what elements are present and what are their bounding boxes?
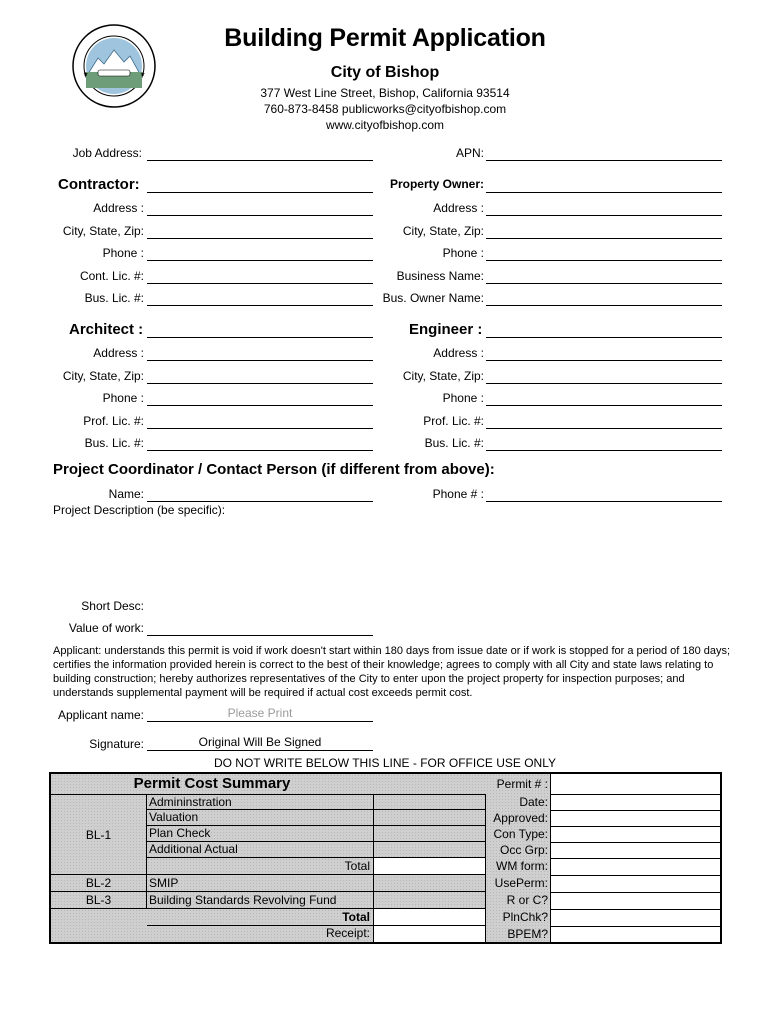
date-field[interactable] (550, 794, 720, 810)
city-website[interactable]: www.cityofbishop.com (325, 118, 445, 132)
job-address-label: Job Address: (72, 146, 142, 160)
item-plan-check: Plan Check (147, 826, 373, 842)
occ-grp-field[interactable] (550, 842, 720, 858)
disclaimer-line: Applicant: understands this permit is void if work doesn't start within 180 days from issue date or if work is stopped for a period of 180 days; (53, 645, 731, 657)
contractor-lic-label: Cont. Lic. #: (79, 269, 144, 283)
value-of-work-field[interactable] (147, 635, 373, 636)
page-title: Building Permit Application (224, 24, 546, 52)
coordinator-heading: Project Coordinator / Contact Person (if different from above): (53, 461, 495, 478)
contractor-phone-field[interactable] (147, 260, 373, 261)
engineer-phone-label: Phone : (442, 391, 484, 405)
contractor-address-field[interactable] (147, 215, 373, 216)
cost-summary-title: Permit Cost Summary (133, 775, 291, 792)
architect-city-field[interactable] (147, 383, 373, 384)
coordinator-name-field[interactable] (147, 501, 373, 502)
architect-heading: Architect : (69, 321, 144, 338)
use-perm-field[interactable] (550, 875, 720, 892)
use-perm-label: UsePerm: (494, 876, 548, 890)
item-administration: Admininstration (147, 794, 373, 810)
bus-owner-name-label: Bus. Owner Name: (382, 291, 484, 305)
business-name-field[interactable] (486, 283, 722, 284)
amount-total[interactable] (373, 909, 486, 926)
value-of-work-label: Value of work: (68, 621, 144, 635)
owner-phone-field[interactable] (486, 260, 722, 261)
architect-city-label: City, State, Zip: (62, 369, 144, 383)
contractor-bus-lic-label: Bus. Lic. #: (84, 291, 144, 305)
applicant-name-label: Applicant name: (57, 708, 144, 722)
amount-additional-actual[interactable] (373, 842, 486, 858)
office-use-banner: DO NOT WRITE BELOW THIS LINE - FOR OFFICE USE ONLY (213, 756, 557, 770)
project-description-field[interactable] (53, 520, 722, 596)
coordinator-phone-field[interactable] (486, 501, 722, 502)
item-smip: SMIP (147, 875, 373, 892)
engineer-city-field[interactable] (486, 383, 722, 384)
total-label: Total (147, 909, 373, 926)
engineer-heading: Engineer : (409, 321, 483, 338)
bl2-code: BL-2 (51, 875, 147, 892)
disclaimer-line: building construction; hereby authorizes representatives of the City to enter upon the project property for inspection purposes; and (53, 673, 685, 685)
architect-phone-field[interactable] (147, 405, 373, 406)
engineer-address-label: Address : (433, 346, 484, 360)
applicant-disclaimer (53, 644, 733, 700)
contractor-bus-lic-field[interactable] (147, 305, 373, 306)
engineer-phone-field[interactable] (486, 405, 722, 406)
architect-address-field[interactable] (147, 360, 373, 361)
short-desc-label: Short Desc: (81, 599, 144, 613)
architect-field[interactable] (147, 337, 373, 338)
amount-subtotal[interactable] (373, 858, 486, 875)
wm-form-label: WM form: (496, 859, 548, 873)
wm-form-field[interactable] (550, 858, 720, 875)
owner-heading: Property Owner: (389, 177, 484, 191)
apn-field[interactable] (486, 160, 722, 161)
project-description-label: Project Description (be specific): (53, 503, 226, 517)
item-bsrf: Building Standards Revolving Fund (147, 892, 373, 909)
owner-city-field[interactable] (486, 238, 722, 239)
bl3-code: BL-3 (51, 892, 147, 909)
con-type-label: Con Type: (493, 827, 548, 841)
engineer-city-label: City, State, Zip: (402, 369, 484, 383)
bus-owner-name-field[interactable] (486, 305, 722, 306)
pln-chk-field[interactable] (550, 909, 720, 926)
city-address: 377 West Line Street, Bishop, California 93514 (260, 86, 510, 100)
job-address-field[interactable] (147, 160, 373, 161)
item-valuation: Valuation (147, 810, 373, 826)
permit-number-field[interactable] (550, 774, 720, 794)
occ-grp-label: Occ Grp: (499, 843, 548, 857)
architect-bus-lic-label: Bus. Lic. #: (84, 436, 144, 450)
permit-number-label: Permit # : (496, 777, 548, 791)
signature-field[interactable]: Original Will Be Signed (147, 735, 373, 751)
business-name-label: Business Name: (396, 269, 484, 283)
approved-label: Approved: (493, 811, 548, 825)
engineer-prof-lic-field[interactable] (486, 428, 722, 429)
engineer-bus-lic-label: Bus. Lic. #: (424, 436, 484, 450)
architect-bus-lic-field[interactable] (147, 450, 373, 451)
contractor-heading: Contractor: (58, 176, 140, 193)
architect-prof-lic-label: Prof. Lic. #: (83, 414, 144, 428)
r-or-c-label: R or C? (506, 893, 548, 907)
coordinator-phone-label: Phone # : (432, 487, 484, 501)
amount-receipt[interactable] (373, 926, 486, 942)
owner-city-label: City, State, Zip: (402, 224, 484, 238)
apn-label: APN: (455, 146, 484, 160)
con-type-field[interactable] (550, 826, 720, 842)
r-or-c-field[interactable] (550, 892, 720, 909)
bpem-field[interactable] (550, 926, 720, 942)
bl1-code (51, 794, 147, 875)
contractor-city-label: City, State, Zip: (62, 224, 144, 238)
contractor-field[interactable] (147, 192, 373, 193)
signature-label: Signature: (89, 737, 144, 751)
contractor-address-label: Address : (93, 201, 144, 215)
amount-smip[interactable] (373, 875, 486, 892)
contractor-city-field[interactable] (147, 238, 373, 239)
bl1-code-text: BL-1 (85, 827, 112, 842)
city-contact: 760-873-8458 publicworks@cityofbishop.com (263, 102, 507, 116)
engineer-bus-lic-field[interactable] (486, 450, 722, 451)
contractor-lic-field[interactable] (147, 283, 373, 284)
owner-phone-label: Phone : (442, 246, 484, 260)
amount-valuation[interactable] (373, 810, 486, 826)
disclaimer-line: understands supplemental payment will be required if actual cost exceeds permit cost. (53, 687, 473, 699)
pln-chk-label: PlnChk? (502, 910, 548, 924)
short-desc-field[interactable] (147, 598, 722, 614)
architect-address-label: Address : (93, 346, 144, 360)
owner-address-label: Address : (433, 201, 484, 215)
architect-phone-label: Phone : (102, 391, 144, 405)
owner-field[interactable] (486, 192, 722, 193)
disclaimer-line: certifies the information provided herein is correct to the best of their knowledge; agrees to comply with all City and state laws relating to (53, 659, 714, 671)
contractor-phone-label: Phone : (102, 246, 144, 260)
receipt-label: Receipt: (325, 926, 370, 940)
engineer-field[interactable] (486, 337, 722, 338)
amount-administration[interactable] (373, 794, 486, 810)
svg-text:★: ★ (140, 71, 146, 78)
coordinator-name-label: Name: (108, 487, 144, 501)
svg-text:★: ★ (83, 71, 89, 78)
amount-plan-check[interactable] (373, 826, 486, 842)
architect-prof-lic-field[interactable] (147, 428, 373, 429)
subtotal-label: Total (147, 858, 373, 875)
applicant-name-field[interactable]: Please Print (147, 706, 373, 722)
amount-bsrf[interactable] (373, 892, 486, 909)
engineer-prof-lic-label: Prof. Lic. #: (423, 414, 484, 428)
approved-field[interactable] (550, 810, 720, 826)
bpem-label: BPEM? (507, 927, 548, 941)
city-name: City of Bishop (330, 64, 440, 81)
owner-address-field[interactable] (486, 215, 722, 216)
date-label: Date: (519, 795, 548, 809)
engineer-address-field[interactable] (486, 360, 722, 361)
item-additional-actual: Additional Actual (147, 842, 373, 858)
